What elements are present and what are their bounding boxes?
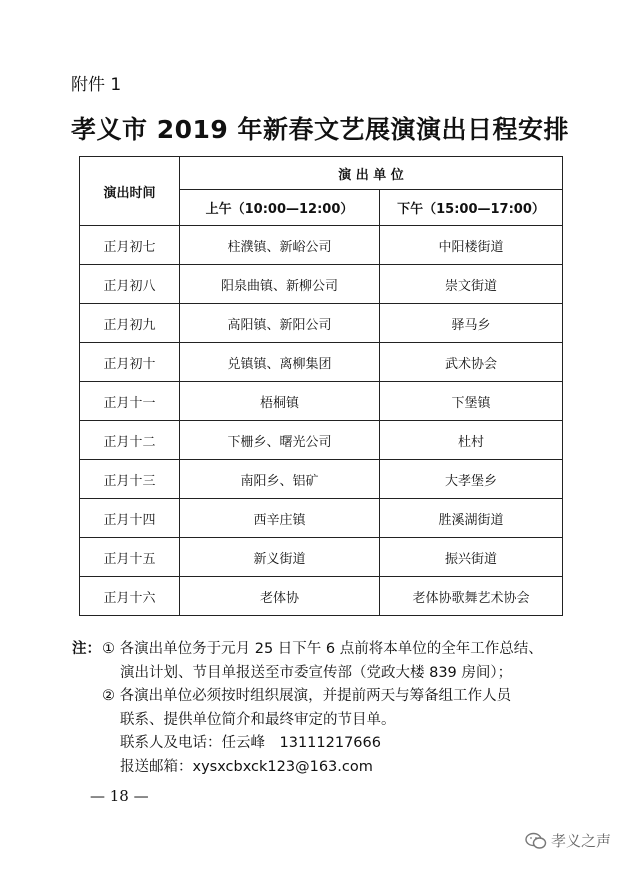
- cell-morning: 兑镇镇、离柳集团: [180, 343, 380, 382]
- table-row: [80, 226, 563, 265]
- cell-date: 正月十三: [80, 460, 180, 499]
- note-1-line-1: ① 各演出单位务于元月 25 日下午 6 点前将本单位的全年工作总结、: [102, 641, 543, 657]
- cell-morning: 下栅乡、曙光公司: [180, 421, 380, 460]
- cell-afternoon: 驿马乡: [380, 304, 563, 343]
- cell-afternoon: 武术协会: [380, 343, 563, 382]
- note-2-line-1: ② 各演出单位必须按时组织展演，并提前两天与筹备组工作人员: [102, 688, 512, 704]
- note-2-line-2: 联系、提供单位简介和最终审定的节目单。: [120, 711, 396, 728]
- cell-date: 正月初九: [80, 304, 180, 343]
- notes-section: [72, 638, 592, 779]
- cell-morning: 阳泉曲镇、新柳公司: [180, 265, 380, 304]
- wechat-icon: [525, 832, 547, 850]
- watermark: [525, 830, 611, 851]
- table-row: [80, 421, 563, 460]
- cell-morning: 南阳乡、铝矿: [180, 460, 380, 499]
- cell-date: 正月初十: [80, 343, 180, 382]
- cell-date: 正月十二: [80, 421, 180, 460]
- attachment-label: 附件 1: [71, 75, 122, 95]
- header-afternoon: 下午（15:00—17:00）: [380, 190, 563, 226]
- cell-afternoon: 下堡镇: [380, 382, 563, 421]
- table-row: [80, 265, 563, 304]
- table-row: [80, 538, 563, 577]
- table-row: [80, 577, 563, 616]
- schedule-table: [79, 156, 563, 616]
- cell-afternoon: 崇文街道: [380, 265, 563, 304]
- cell-date: 正月十四: [80, 499, 180, 538]
- table-row: [80, 499, 563, 538]
- cell-date: 正月初七: [80, 226, 180, 265]
- cell-morning: 老体协: [180, 577, 380, 616]
- cell-date: 正月初八: [80, 265, 180, 304]
- contact-line: 联系人及电话：任云峰 13111217666: [120, 735, 381, 751]
- table-row: [80, 343, 563, 382]
- cell-afternoon: 杜村: [380, 421, 563, 460]
- header-time: 演出时间: [80, 157, 180, 226]
- email-line: 报送邮箱：xysxcbxck123@163.com: [120, 758, 373, 775]
- watermark-text: 孝义之声: [551, 832, 612, 850]
- cell-date: 正月十六: [80, 577, 180, 616]
- page-number: — 18 —: [90, 787, 149, 805]
- document-title: 孝义市 2019 年新春文艺展演演出日程安排: [71, 115, 569, 144]
- cell-afternoon: 振兴街道: [380, 538, 563, 577]
- table-row: [80, 304, 563, 343]
- cell-morning: 西辛庄镇: [180, 499, 380, 538]
- cell-morning: 新义街道: [180, 538, 380, 577]
- cell-morning: 柱濮镇、新峪公司: [180, 226, 380, 265]
- header-morning: 上午（10:00—12:00）: [180, 190, 380, 226]
- cell-afternoon: 中阳楼街道: [380, 226, 563, 265]
- cell-morning: 高阳镇、新阳公司: [180, 304, 380, 343]
- notes-label: 注：: [72, 641, 101, 657]
- table-row: [80, 382, 563, 421]
- table-row: [80, 460, 563, 499]
- header-units: 演 出 单 位: [180, 157, 563, 190]
- cell-afternoon: 胜溪湖街道: [380, 499, 563, 538]
- cell-date: 正月十一: [80, 382, 180, 421]
- cell-date: 正月十五: [80, 538, 180, 577]
- cell-afternoon: 大孝堡乡: [380, 460, 563, 499]
- cell-morning: 梧桐镇: [180, 382, 380, 421]
- note-1-line-2: 演出计划、节目单报送至市委宣传部（党政大楼 839 房间）；: [120, 664, 513, 681]
- cell-afternoon: 老体协歌舞艺术协会: [380, 577, 563, 616]
